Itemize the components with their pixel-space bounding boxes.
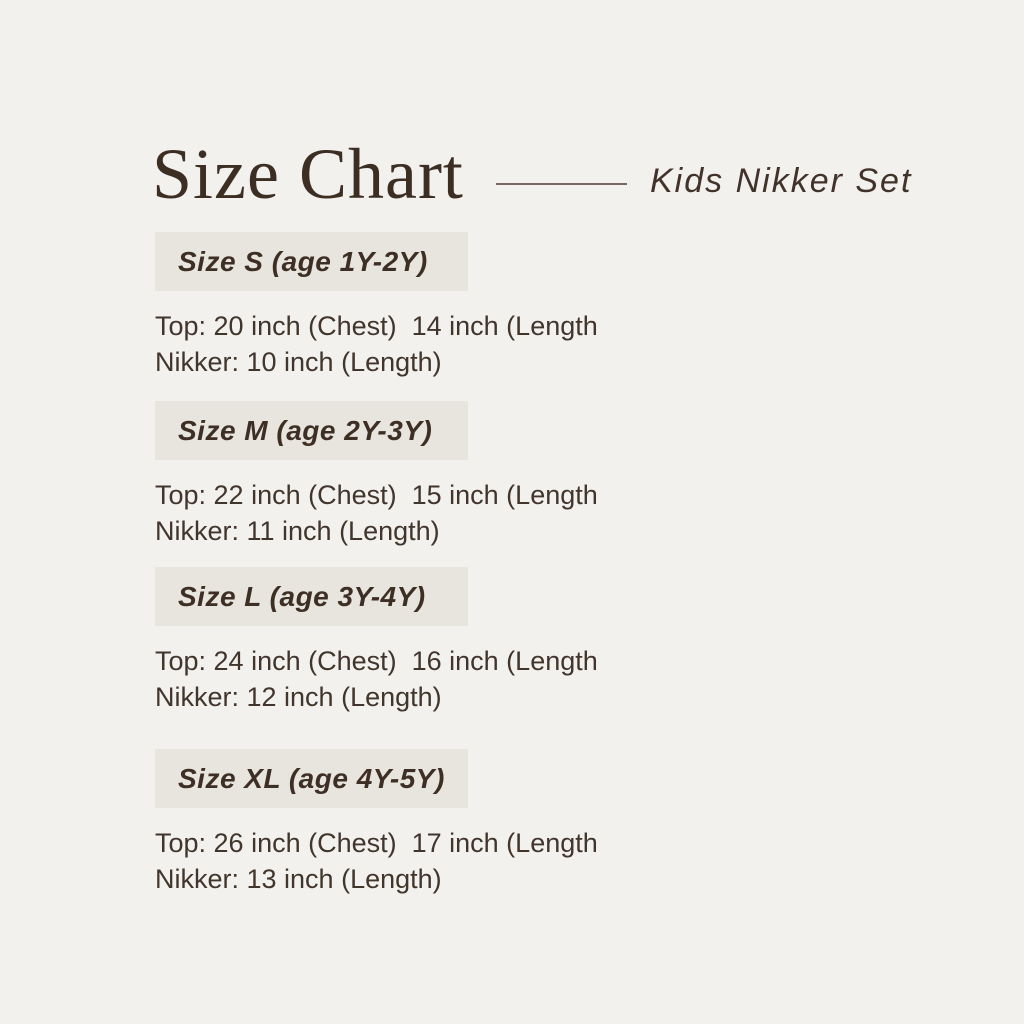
- size-header-label: Size M (age 2Y-3Y): [178, 414, 433, 446]
- size-header-label: Size XL (age 4Y-5Y): [178, 762, 445, 794]
- size-header-box: [155, 401, 468, 460]
- size-header-box: [155, 232, 468, 291]
- nikker-measurement: Nikker: 10 inch (Length): [155, 347, 442, 377]
- title-divider: [496, 183, 627, 185]
- size-header-box: [155, 567, 468, 626]
- size-section-s: [155, 232, 775, 380]
- nikker-measurement: Nikker: 11 inch (Length): [155, 516, 440, 546]
- measurements: [155, 477, 775, 549]
- top-measurement: Top: 22 inch (Chest) 15 inch (Length: [155, 480, 598, 510]
- page-title: Size Chart: [152, 134, 464, 214]
- size-section-l: [155, 567, 775, 715]
- size-sections: [155, 232, 775, 897]
- page-header: [150, 134, 950, 218]
- top-measurement: Top: 20 inch (Chest) 14 inch (Length: [155, 311, 598, 341]
- product-subtitle: Kids Nikker Set: [650, 162, 913, 200]
- measurements: [155, 308, 775, 380]
- size-section-xl: [155, 749, 775, 897]
- measurements: [155, 825, 775, 897]
- top-measurement: Top: 26 inch (Chest) 17 inch (Length: [155, 828, 598, 858]
- size-section-m: [155, 401, 775, 549]
- nikker-measurement: Nikker: 13 inch (Length): [155, 864, 442, 894]
- top-measurement: Top: 24 inch (Chest) 16 inch (Length: [155, 646, 598, 676]
- nikker-measurement: Nikker: 12 inch (Length): [155, 682, 442, 712]
- measurements: [155, 643, 775, 715]
- size-header-label: Size S (age 1Y-2Y): [178, 245, 428, 277]
- size-header-label: Size L (age 3Y-4Y): [178, 580, 426, 612]
- size-header-box: [155, 749, 468, 808]
